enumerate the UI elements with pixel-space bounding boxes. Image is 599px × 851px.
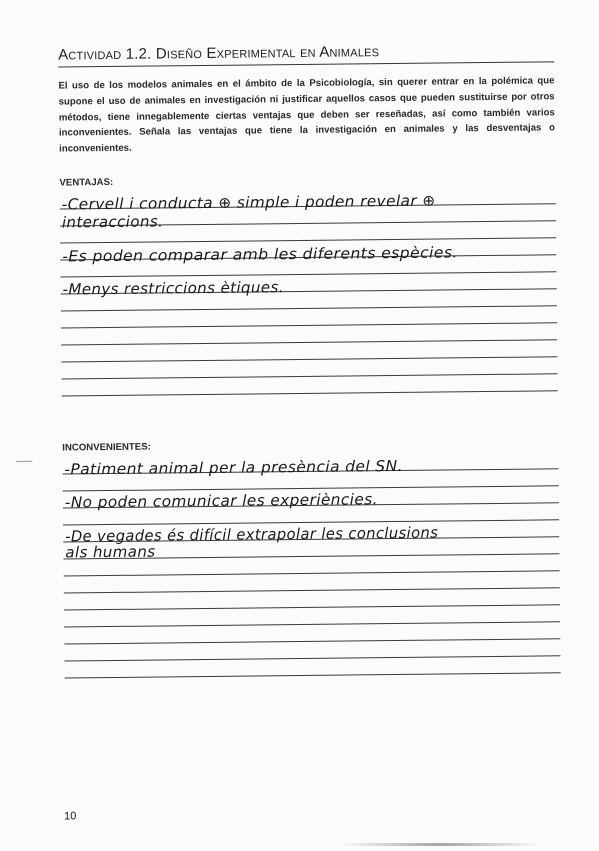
ventajas-label: VENTAJAS:: [59, 176, 114, 189]
handwritten-answer: -Cervell i conducta ⊕ simple i poden revelar ⊕: [61, 191, 436, 214]
handwritten-answer: -Patiment animal per la presència del SN.: [64, 456, 404, 479]
inconvenientes-answer-lines: [62, 452, 560, 678]
instructions-paragraph: El uso de los modelos animales en el ámbito de la Psicobiología, sin querer entrar en la polémica que supone el uso de animales en investigación ni justificar aquellos casos que pueden sustituirse por otros métodos, tiene innegablemente ciertas ventajas que deben ser reseñadas, así como también varios inconvenientes. Señala las ventajas que tiene la investigación en animales y las desventajas o inconvenientes.: [58, 75, 556, 155]
scan-edge-shadow: [340, 843, 540, 846]
handwritten-answer: als humans: [65, 542, 156, 562]
page-title: Actividad 1.2. Diseño Experimental en Animales: [58, 43, 380, 64]
handwritten-answer: -Es poden comparar amb les diferents espècies.: [62, 243, 458, 266]
margin-mark: [16, 461, 32, 462]
inconvenientes-label: INCONVENIENTES:: [62, 441, 151, 454]
handwritten-answer: -De vegades és difícil extrapolar les conclusions: [65, 523, 439, 546]
handwritten-answer: -Menys restriccions ètiques.: [62, 278, 284, 299]
page-number: 10: [64, 810, 77, 823]
handwritten-answer: interaccions.: [61, 212, 164, 232]
handwritten-answer: -No poden comunicar les experiències.: [64, 490, 378, 512]
